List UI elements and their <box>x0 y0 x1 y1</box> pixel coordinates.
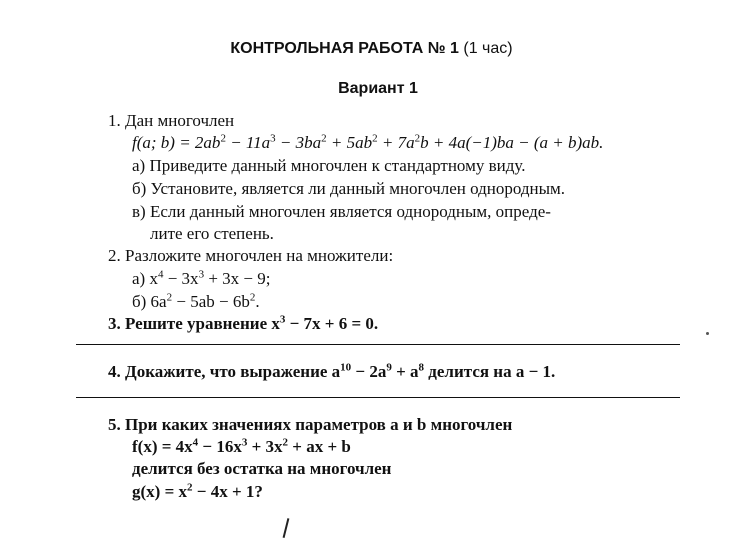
poly-p2: − 11a <box>225 133 271 152</box>
exp: 3 <box>279 313 286 326</box>
poly-p1: f(a; b) = 2ab <box>132 133 221 152</box>
task2-intro: 2. Разложите многочлен на множители: <box>108 246 394 265</box>
task1-polynomial <box>132 132 603 154</box>
variant-heading: Вариант 1 <box>338 80 418 97</box>
divider-2 <box>76 397 680 398</box>
task4 <box>108 361 555 383</box>
t5f-mid2: + 3x <box>247 437 283 456</box>
task1-item-a: а) Приведите данный многочлен к стандартному виду. <box>132 156 526 175</box>
title-hours: (1 час) <box>463 40 513 57</box>
task5-g-polynomial <box>132 481 263 503</box>
stray-dot <box>706 332 709 335</box>
task3 <box>108 313 378 335</box>
exp: 10 <box>340 361 352 374</box>
pen-stroke-mark <box>283 518 289 538</box>
task5-line1: 5. При каких значениях параметров a и b многочлен <box>108 415 513 434</box>
exp: 3 <box>241 436 248 449</box>
exp: 2 <box>282 436 289 449</box>
exp: 4 <box>157 268 164 281</box>
t4-suffix: делится на a − 1. <box>424 362 556 381</box>
t4-prefix: 4. Докажите, что выражение a <box>108 362 341 381</box>
exp: 2 <box>249 291 256 304</box>
t2a-mid1: − 3x <box>163 269 199 288</box>
task2-item-a <box>132 268 270 290</box>
exp: 8 <box>418 361 425 374</box>
exp: 2 <box>220 132 226 145</box>
t5f-prefix: f(x) = 4x <box>132 437 193 456</box>
exp: 2 <box>372 132 378 145</box>
t5g-prefix: g(x) = x <box>132 482 188 501</box>
exp: 2 <box>321 132 327 145</box>
exp: 3 <box>198 268 205 281</box>
exp: 4 <box>192 436 199 449</box>
poly-p3: − 3ba <box>275 133 322 152</box>
exp: 2 <box>166 291 173 304</box>
task1-item-c-line2: лите его степень. <box>150 224 274 243</box>
exp: 2 <box>187 481 193 494</box>
t2a-prefix: а) x <box>132 269 158 288</box>
t5f-mid1: − 16x <box>198 437 242 456</box>
exp: 2 <box>414 132 421 145</box>
t4-mid2: + a <box>391 362 419 381</box>
task1-item-c-line1: в) Если данный многочлен является однородным, опреде- <box>132 202 551 221</box>
exp: 3 <box>270 132 276 145</box>
task5-line3: делится без остатка на многочлен <box>132 459 392 478</box>
divider-1 <box>76 344 680 345</box>
task2-item-b <box>132 291 260 313</box>
t2b-mid: − 5ab − 6b <box>172 292 250 311</box>
poly-p4: + 5ab <box>326 133 373 152</box>
page-title <box>0 40 743 58</box>
task1-intro: 1. Дан многочлен <box>108 111 235 130</box>
t5g-end: − 4x + 1? <box>192 482 263 501</box>
t2b-prefix: б) 6a <box>132 292 167 311</box>
exp: 9 <box>386 361 392 374</box>
t2b-end: . <box>255 292 260 311</box>
task5-f-polynomial <box>132 436 351 458</box>
t5f-end: + ax + b <box>288 437 351 456</box>
t2a-mid2: + 3x − 9; <box>204 269 271 288</box>
title-text: КОНТРОЛЬНАЯ РАБОТА № 1 <box>230 40 459 57</box>
t3-prefix: 3. Решите уравнение x <box>108 314 280 333</box>
t4-mid1: − 2a <box>351 362 387 381</box>
poly-p6: b + 4a(−1)ba − (a + b)ab. <box>420 133 604 152</box>
poly-p5: + 7a <box>377 133 415 152</box>
t3-suffix: − 7x + 6 = 0. <box>285 314 379 333</box>
task1-item-b: б) Установите, является ли данный многочлен однородным. <box>132 179 566 198</box>
